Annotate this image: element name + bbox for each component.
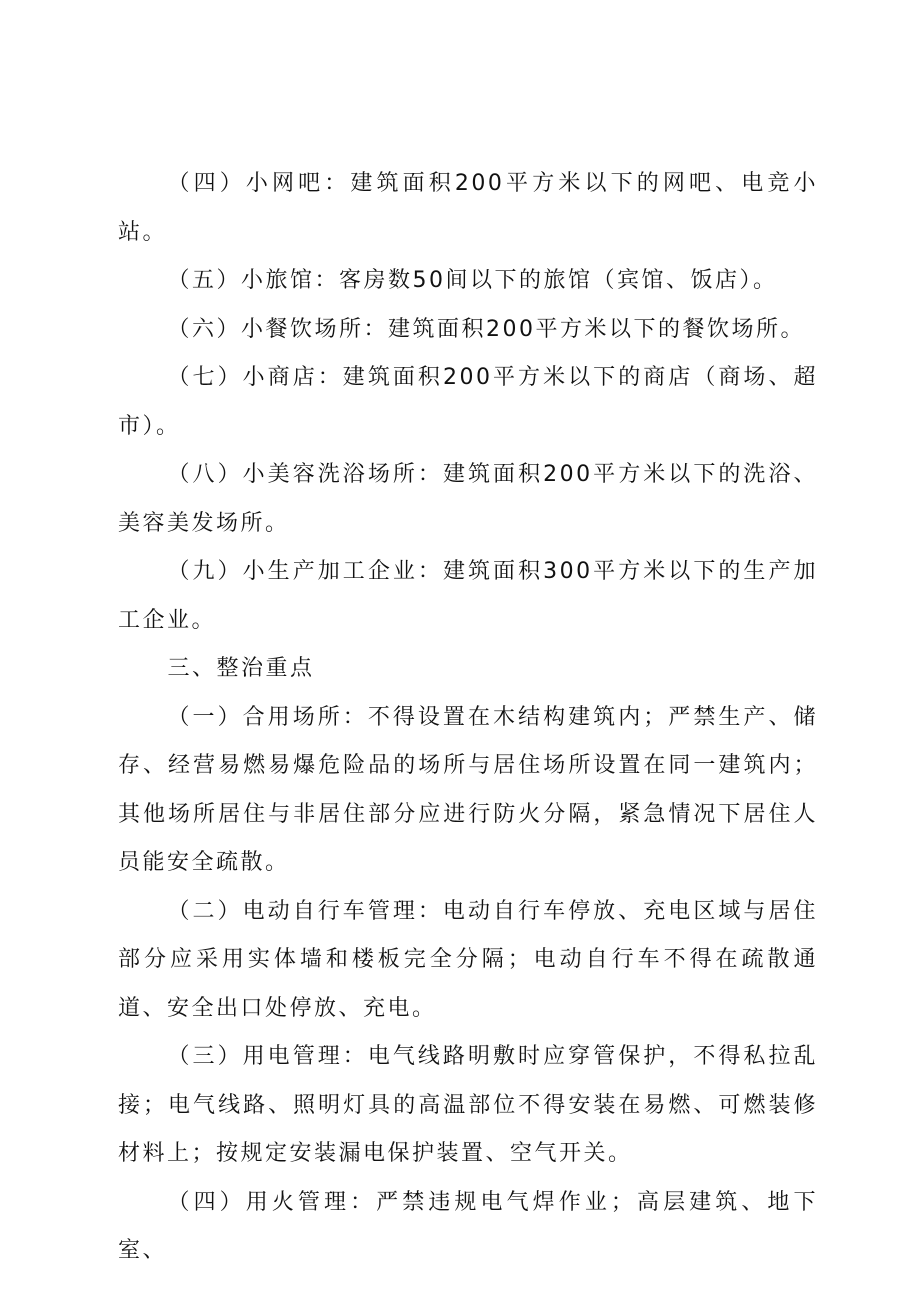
paragraph-small-shop: （七）小商店：建筑面积200平方米以下的商店（商场、超市）。: [118, 365, 818, 439]
paragraph-e-bike-management: （二）电动自行车管理：电动自行车停放、充电区域与居住部分应采用实体墙和楼板完全分隔；电动自行车不得在疏散通道、安全出口处停放、充电。: [118, 898, 818, 1021]
paragraph-small-restaurant: （六）小餐饮场所：建筑面积200平方米以下的餐饮场所。: [167, 316, 805, 342]
section-heading-rectification-focus: 三、整治重点: [167, 656, 315, 681]
paragraph-small-beauty-bath: （八）小美容洗浴场所：建筑面积200平方米以下的洗浴、美容美发场所。: [118, 462, 818, 536]
paragraph-electricity-management: （三）用电管理：电气线路明敷时应穿管保护，不得私拉乱接；电气线路、照明灯具的高温部位不得安装在易燃、可燃装修材料上；按规定安装漏电保护装置、空气开关。: [118, 1044, 818, 1166]
paragraph-small-factory: （九）小生产加工企业：建筑面积300平方米以下的生产加工企业。: [118, 559, 818, 633]
paragraph-fire-use-management: （四）用火管理：严禁违规电气焊作业；高层建筑、地下室、: [118, 1189, 818, 1263]
paragraph-shared-premises: （一）合用场所：不得设置在木结构建筑内；严禁生产、储存、经营易燃易爆危险品的场所与居住场所设置在同一建筑内；其他场所居住与非居住部分应进行防火分隔，紧急情况下居住人员能安全疏散。: [118, 704, 818, 875]
paragraph-small-internet-cafe: （四）小网吧：建筑面积200平方米以下的网吧、电竞小站。: [118, 171, 818, 245]
document-page: [118, 160, 818, 1276]
paragraph-small-hotel: （五）小旅馆：客房数50间以下的旅馆（宾馆、饭店）。: [167, 268, 778, 293]
